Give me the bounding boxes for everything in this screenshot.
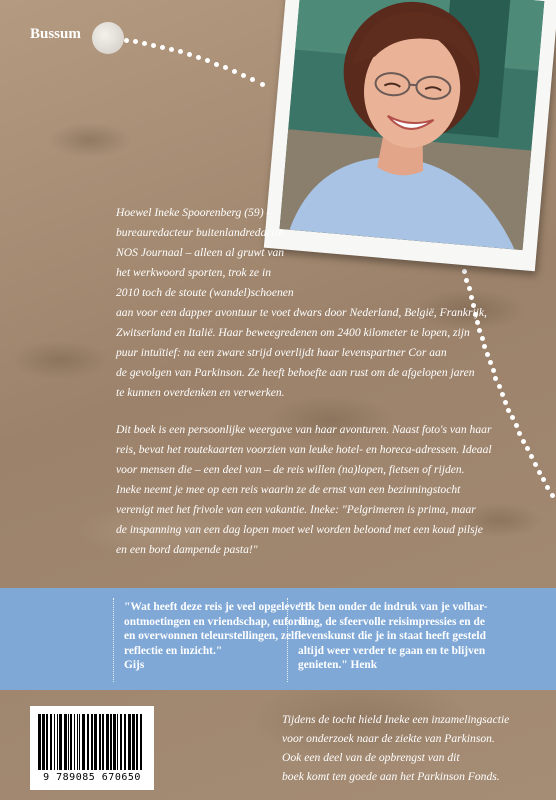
barcode-bar [136, 714, 138, 770]
quote-gijs [124, 600, 315, 673]
fundraising-line: voor onderzoek naar de ziekte van Parkinson. [282, 732, 495, 745]
trail-dot [124, 38, 129, 43]
description-line: Ineke neemt je mee op een reis waarin ze de ernst van een bezinningstocht [116, 483, 461, 496]
description-line: Dit boek is een persoonlijke weergave van haar avonturen. Naast foto's van haar [116, 423, 492, 436]
publisher-name: Bussum [30, 26, 81, 42]
barcode-bar [42, 714, 45, 770]
trail-dot [525, 446, 530, 451]
intro-line: NOS Journaal – alleen al gruwt van [116, 246, 285, 259]
barcode-bar [128, 714, 131, 770]
barcode [30, 706, 154, 790]
fundraising-line: Tijdens de tocht hield Ineke een inzamelingsactie [282, 713, 510, 726]
trail-dot [178, 49, 183, 54]
description-line: verenigt met het frivole van een vakantie. Ineke: "Pelgrimeren is prima, maar [116, 503, 476, 516]
intro-line: het werkwoord sporten, trok ze in [116, 266, 271, 279]
trail-dot [533, 462, 538, 467]
barcode-bar [106, 714, 109, 770]
trail-dot [169, 47, 174, 52]
trail-dot [517, 431, 522, 436]
trail-dot [521, 439, 526, 444]
quote1-line: Gijs [124, 659, 145, 671]
barcode-bar [74, 714, 75, 770]
trail-dot [541, 477, 546, 482]
quote2-line: levenskunst die je in staat heeft gesteld [298, 630, 486, 642]
quote2-line: genieten." Henk [298, 659, 378, 671]
barcode-bar [57, 714, 58, 770]
trail-dot [545, 485, 550, 490]
fundraising-line: boek komt ten goede aan het Parkinson Fonds. [282, 770, 500, 783]
quote-henk [298, 600, 488, 673]
intro-text [116, 203, 487, 403]
intro-line: de gevolgen van Parkinson. Ze heeft behoefte aan rust om de afgelopen jaren [116, 366, 475, 379]
trail-dot [205, 58, 210, 63]
barcode-bar [68, 714, 69, 770]
trail-dot [214, 62, 219, 67]
trail-dot [514, 423, 519, 428]
intro-line: puur intuïtief: na een zware strijd overlijdt haar levenspartner Cor aan [116, 346, 447, 359]
quote1-line: "Wat heeft deze reis je veel opgeleverd: [124, 601, 316, 613]
intro-line: aan voor een dapper avontuur te voet dwars door Nederland, België, Frankrijk, [116, 306, 487, 319]
barcode-bar [64, 714, 67, 770]
intro-line: Zwitserland en Italië. Haar beweegredenen om 2400 kilometer te lopen, zijn [116, 326, 470, 339]
trail-dot [250, 77, 255, 82]
barcode-bar [87, 714, 89, 770]
quote1-line: reflectie en inzicht." [124, 644, 223, 657]
description-line: reis, bevat het routekaarten voorzien van leuke hotel- en horeca-adressen. Ideaal [116, 443, 492, 456]
quote2-line: "Ik ben onder de indruk van je volhar- [298, 601, 488, 613]
quote1-line: ontmoetingen en vriendschap, euforie [124, 615, 307, 628]
trail-dot [500, 392, 505, 397]
intro-line: Hoewel Ineke Spoorenberg (59) – [116, 206, 273, 219]
intro-line: 2010 toch de stoute (wandel)schoenen [116, 286, 294, 299]
barcode-bar [70, 714, 72, 770]
trail-dot [151, 43, 156, 48]
barcode-bar [120, 714, 122, 770]
description-text [116, 420, 492, 560]
fundraising-line: Ook een deel van de opbrengst van dit [282, 751, 460, 764]
quote-divider-left [113, 598, 114, 682]
barcode-bar [38, 714, 41, 770]
description-line: de inspanning van een dag lopen moet wel worden beloond met een koud pilsje [116, 523, 483, 536]
intro-line: bureauredacteur buitenlandredactie [116, 226, 284, 239]
trail-dot [232, 69, 237, 74]
barcode-bar [110, 714, 112, 770]
barcode-bar [102, 714, 104, 770]
barcode-bar [113, 714, 116, 770]
isbn-number: 9 789085 670650 [43, 772, 141, 783]
trail-dot [260, 82, 265, 87]
dot-trail-start [92, 22, 124, 54]
trail-dot [187, 52, 192, 57]
trail-dot [223, 65, 228, 70]
trail-dot [160, 45, 165, 50]
barcode-bar [50, 714, 52, 770]
barcode-bar [77, 714, 78, 770]
barcode-bars [38, 714, 146, 770]
trail-dot [488, 360, 493, 365]
barcode-bar [94, 714, 97, 770]
trail-dot [493, 376, 498, 381]
quote2-line: ding, de sfeervolle reisimpressies en de [298, 615, 485, 628]
barcode-bar [117, 714, 118, 770]
description-line: voor mensen die – een deel van – de reis willen (na)lopen, fietsen of rijden. [116, 463, 465, 476]
barcode-bar [99, 714, 101, 770]
barcode-bar [91, 714, 93, 770]
barcode-bar [54, 714, 55, 770]
intro-line: te kunnen overdenken en verwerken. [116, 386, 285, 399]
trail-dot [142, 41, 147, 46]
barcode-bar [79, 714, 80, 770]
trail-dot [196, 55, 201, 60]
barcode-bar [132, 714, 135, 770]
trail-dot [241, 73, 246, 78]
trail-dot [497, 384, 502, 389]
trail-dot [491, 368, 496, 373]
trail-dot [133, 39, 138, 44]
barcode-bar [140, 714, 142, 770]
barcode-bar [124, 714, 126, 770]
trail-dot [503, 400, 508, 405]
trail-dot [550, 493, 555, 498]
barcode-bar [59, 714, 62, 770]
description-line: en een bord dampende pasta!" [116, 543, 258, 556]
trail-dot [537, 470, 542, 475]
trail-dot [510, 415, 515, 420]
barcode-bar [82, 714, 85, 770]
quote2-line: altijd weer verder te gaan en te blijven [298, 644, 486, 657]
trail-dot [506, 408, 511, 413]
fundraising-text [282, 710, 509, 786]
trail-dot [529, 454, 534, 459]
barcode-bar [46, 714, 48, 770]
quote1-line: en overwonnen teleurstellingen, zelf- [124, 630, 302, 642]
